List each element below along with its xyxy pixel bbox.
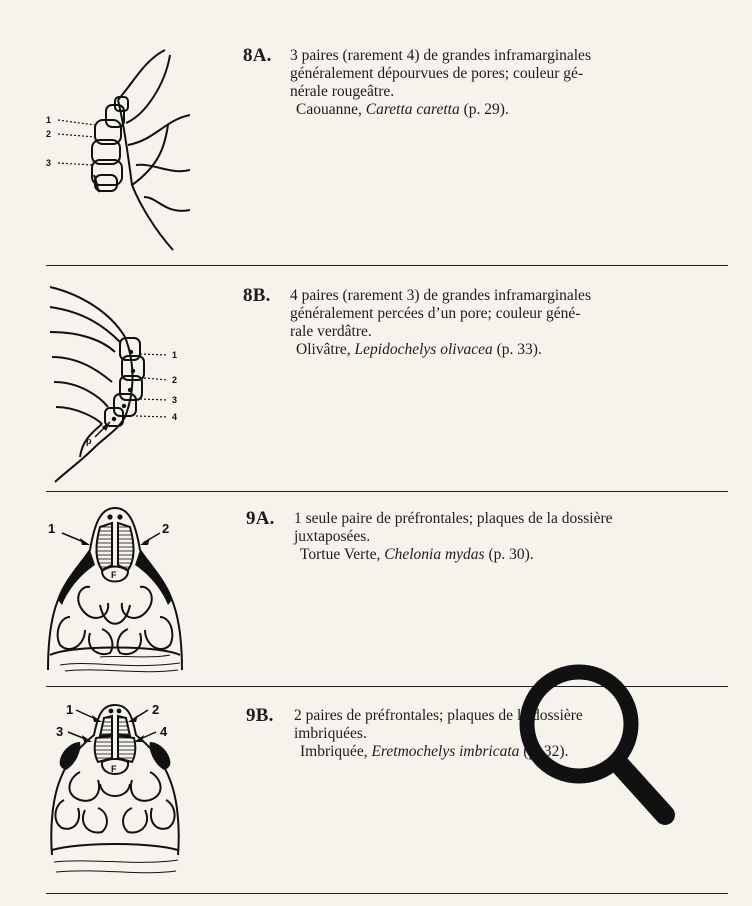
entry-8b-common-name: Olivâtre, <box>296 341 351 358</box>
entry-9a-species <box>294 546 728 564</box>
entry-8a-common-name: Caouanne, <box>296 101 362 118</box>
entry-8b-page-ref: (p. 33). <box>496 341 542 358</box>
divider-1 <box>46 265 728 266</box>
entry-8a-scientific-name: Caretta caretta <box>365 101 460 118</box>
figure-8a-plastron-edge <box>40 45 190 255</box>
figure-8b-plastron-edge <box>40 282 190 487</box>
entry-9a-page-ref: (p. 30). <box>488 546 534 563</box>
entry-8a-page-ref: (p. 29). <box>463 101 509 118</box>
entry-9a-line-1: 1 seule paire de préfrontales; plaques de la dossière <box>294 510 613 527</box>
entry-9a-scientific-name: Chelonia mydas <box>384 546 485 563</box>
figure-8a-label-2: 2 <box>46 129 52 139</box>
entry-8b-key: 8B. <box>243 285 271 306</box>
entry-8b-scientific-name: Lepidochelys olivacea <box>354 341 493 358</box>
magnifier-icon[interactable] <box>515 660 680 840</box>
entry-9a-common-name: Tortue Verte, <box>300 546 381 563</box>
figure-8b-label-3: 3 <box>172 395 178 405</box>
entry-9b-line-1: 2 paires de préfrontales; plaques de la dossière <box>294 707 583 724</box>
figure-8b-label-2: 2 <box>172 375 178 385</box>
figure-9a-label-1: 1 <box>48 521 56 536</box>
figure-9b-label-4: 4 <box>160 724 168 739</box>
entry-8a-line-2: généralement dépourvues de pores; couleur gé- <box>290 65 584 82</box>
entry-8a-species <box>290 101 728 119</box>
figure-9b-label-1: 1 <box>66 702 74 717</box>
entry-8b-species <box>290 341 728 359</box>
entry-9a-key: 9A. <box>246 508 275 529</box>
entry-8a-line-1: 3 paires (rarement 4) de grandes inframarginales <box>290 47 591 64</box>
entry-8b-line-2: généralement percées d’un pore; couleur géné- <box>290 305 581 322</box>
entry-9a-line-2: juxtaposées. <box>294 528 371 545</box>
figure-9b-label-2: 2 <box>152 702 160 717</box>
entry-8b-line-3: rale verdâtre. <box>290 323 372 340</box>
entry-8a-line-3: nérale rougeâtre. <box>290 83 395 100</box>
entry-8b-line-1: 4 paires (rarement 3) de grandes inframarginales <box>290 287 591 304</box>
figure-8b-label-4: 4 <box>172 412 178 422</box>
figure-8b-label-1: 1 <box>172 350 178 360</box>
figure-8a-label-1: 1 <box>46 115 52 125</box>
figure-9a-head-shields <box>40 505 190 677</box>
figure-9b-head-shields <box>40 700 190 882</box>
entry-9b-page-ref: (p. 32). <box>523 743 569 760</box>
figure-9a-label-2: 2 <box>162 521 170 536</box>
figure-9a-label-f: F <box>111 570 117 580</box>
figure-9b-label-3: 3 <box>56 724 64 739</box>
figure-8b-label-p: p <box>86 436 92 446</box>
entry-9b-line-2: imbriquées. <box>294 725 367 742</box>
entry-9b-common-name: Imbriquée, <box>300 743 368 760</box>
entry-8a-description <box>290 47 728 119</box>
entry-9b-key: 9B. <box>246 705 274 726</box>
entry-9a-description <box>294 510 728 564</box>
entry-8b-description <box>290 287 728 359</box>
figure-8a-label-3: 3 <box>46 158 52 168</box>
figure-9b-label-f: F <box>111 764 117 774</box>
entry-9b-scientific-name: Eretmochelys imbricata <box>371 743 520 760</box>
divider-4 <box>46 893 728 894</box>
divider-2 <box>46 491 728 492</box>
entry-8a-key: 8A. <box>243 45 272 66</box>
